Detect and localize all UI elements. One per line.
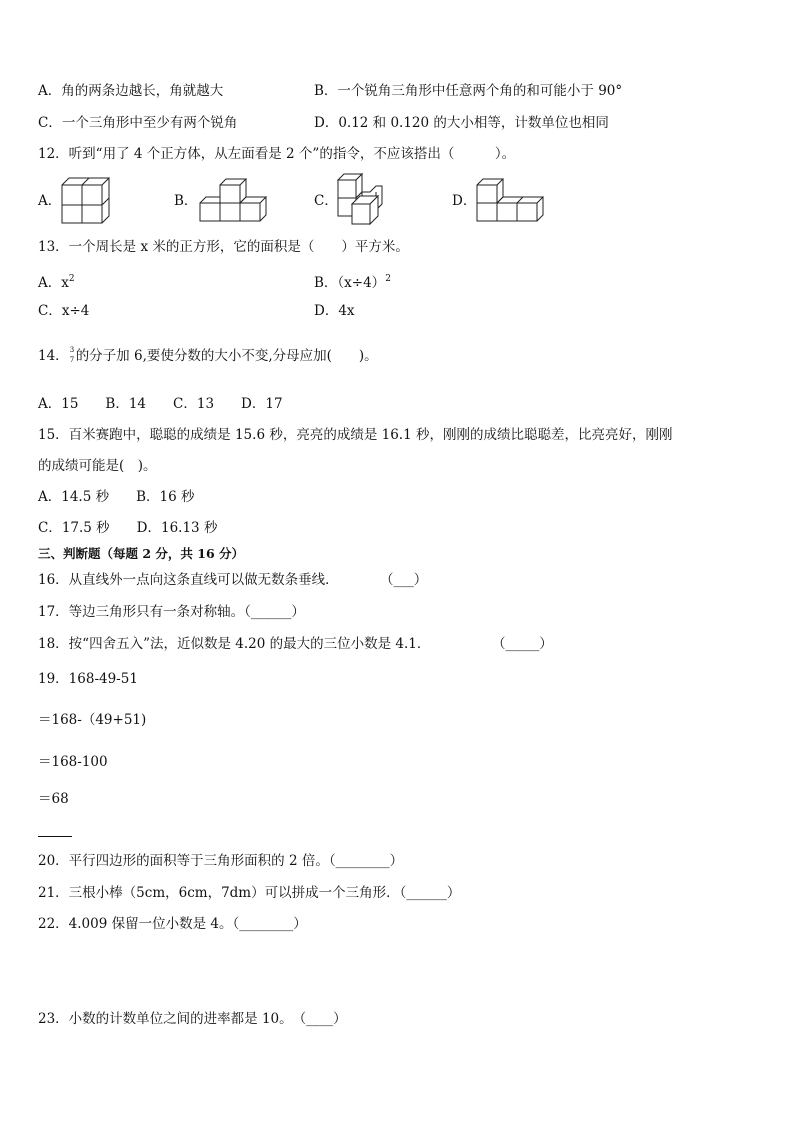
q12-figure-d <box>475 175 547 225</box>
q12-label-b: B． <box>174 193 198 209</box>
q17-question: 17．等边三角形只有一条对称轴。（______） <box>38 604 305 620</box>
q15-question-line2: 的成绩可能是( )。 <box>38 458 157 474</box>
q11-option-b: B．一个锐角三角形中任意两个角的和可能小于 90° <box>314 83 623 99</box>
q11-option-d: D．0.12 和 0.120 的大小相等，计数单位也相同 <box>314 115 609 131</box>
q11-option-a: A．角的两条边越长，角就越大 <box>38 83 224 99</box>
q11-option-c: C．一个三角形中至少有两个锐角 <box>38 115 238 131</box>
q15-options-row2: C．17.5 秒 D．16.13 秒 <box>38 520 218 536</box>
q13-question: 13．一个周长是 x 米的正方形，它的面积是（ ）平方米。 <box>38 239 409 255</box>
q12-figure-b <box>198 175 268 225</box>
q13-option-a: A．$x^2$ <box>38 274 75 291</box>
q12-figure-a <box>60 175 110 225</box>
q21-question: 21．三根小棒（5cm，6cm，7dm）可以拼成一个三角形．（______） <box>38 885 461 901</box>
q12-label-d: D． <box>452 193 477 209</box>
q19-step2: ＝168-（49+51) <box>38 712 147 728</box>
q22-question: 22．4.009 保留一位小数是 4。（________） <box>38 916 307 932</box>
q16-question: 16．从直线外一点向这条直线可以做无数条垂线． <box>38 572 339 588</box>
q19-step3: ＝168-100 <box>38 754 108 770</box>
q18-answer-blank[interactable]: （_____） <box>492 636 553 652</box>
section-heading-judgment: 三、判断题（每题 2 分，共 16 分） <box>38 546 245 561</box>
q19-step1: 19．168-49-51 <box>38 671 138 687</box>
q15-question-line1: 15．百米赛跑中，聪聪的成绩是 15.6 秒，亮亮的成绩是 16.1 秒，刚刚的成绩比聪聪差，比亮亮好，刚刚 <box>38 427 673 443</box>
q14-options: A．15 B．14 C．13 D．17 <box>38 396 283 412</box>
q16-answer-blank[interactable]: （___） <box>380 572 428 588</box>
q13-option-d: D．4x <box>314 303 355 319</box>
q12-question: 12．听到“用了 4 个正方体，从左面看是 2 个”的指令，不应该搭出（ ）。 <box>38 146 516 162</box>
fraction-three-sevenths: 3 7 <box>69 346 75 364</box>
q18-question: 18．按“四舍五入”法，近似数是 4.20 的最大的三位小数是 4.1． <box>38 636 431 652</box>
q13-option-b: B．$(x\div 4)^2$ <box>314 274 391 291</box>
q19-answer-blank[interactable] <box>38 836 72 837</box>
q12-label-a: A． <box>38 193 62 209</box>
q15-options-row1: A．14.5 秒 B．16 秒 <box>38 489 195 505</box>
q12-label-c: C． <box>314 193 338 209</box>
q14-question: 14． 3 7 的分子加 6,要使分数的大小不变,分母应加( )。 <box>38 346 378 364</box>
q20-question: 20．平行四边形的面积等于三角形面积的 2 倍。（________） <box>38 853 404 869</box>
q12-figure-c <box>336 172 391 227</box>
q23-question: 23．小数的计数单位之间的进率都是 10。 （____） <box>38 1011 347 1027</box>
q19-step4: ＝68 <box>38 791 69 807</box>
q13-option-c: C．x÷4 <box>38 303 90 319</box>
